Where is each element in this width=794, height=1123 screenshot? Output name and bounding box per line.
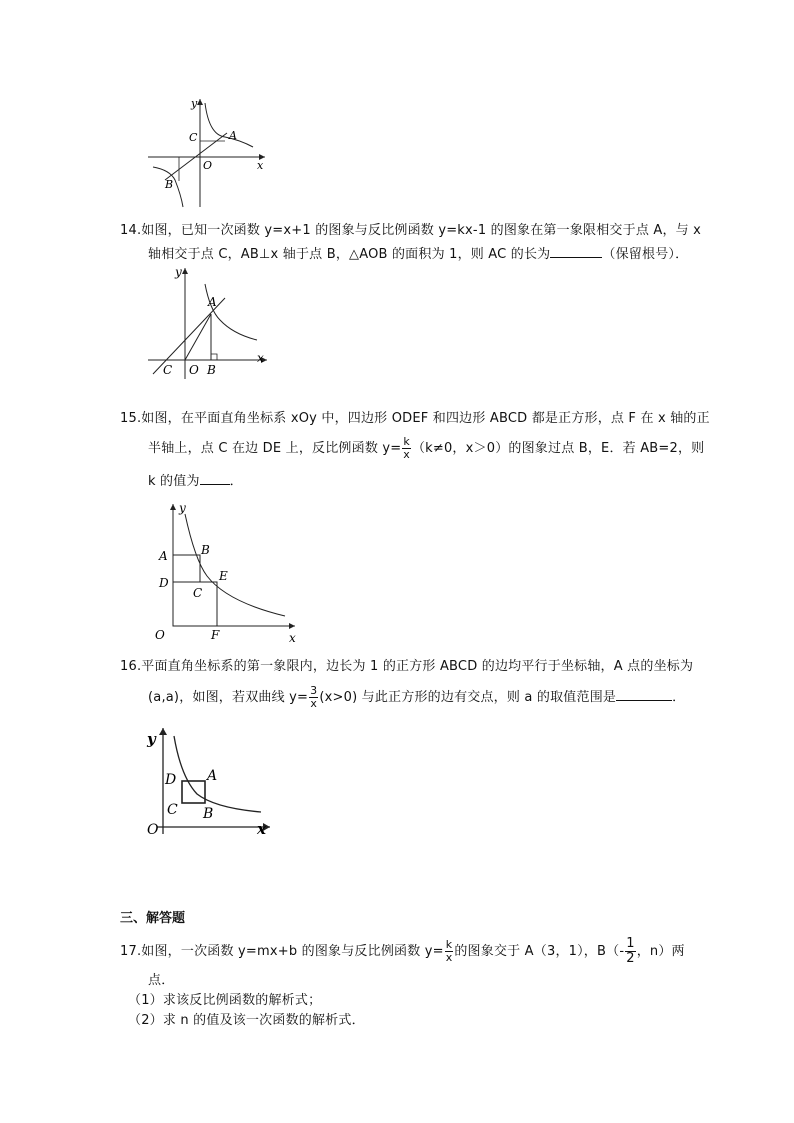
fig15-label-c: C [193,586,203,600]
q14-number: 14. [120,223,142,238]
fig13-label-b: B [165,178,174,191]
q17-frac2-num: 1 [626,936,635,951]
q16-text-2a: (a,a)，如图，若双曲线 y= [148,690,309,705]
q14-text-2a: 轴相交于点 C，AB⊥x 轴于点 B，△AOB 的面积为 1，则 AC 的长为 [148,247,551,262]
q14-line1 [120,222,701,240]
fig14-label-c: C [163,363,173,377]
figure-q14 [145,262,275,382]
fig15-label-b: B [201,543,210,557]
q16-line2 [148,685,685,711]
q15-frac-num: k [403,435,410,448]
fig15-label-o: O [155,628,165,642]
fig16-label-b: B [203,806,214,822]
q17-fraction-k-x [445,939,454,964]
fig15-label-f: F [211,628,220,642]
fig13-label-y: y [191,97,198,110]
q17-sub1: （1）求该反比例函数的解析式； [128,993,322,1008]
q17-frac2-den: 2 [626,951,635,966]
fig13-label-o: O [203,159,213,172]
q16-answer-blank[interactable] [616,688,672,701]
fig16-label-y: y [147,730,156,748]
fig16-label-x: x [257,820,266,838]
q15-text-2a: 半轴上，点 C 在边 DE 上，反比例函数 y= [148,441,402,456]
q15-line3 [148,472,243,491]
fig13-label-c: C [189,131,198,144]
q17-sub2: （2）求 n 的值及该一次函数的解析式． [128,1013,365,1028]
fig14-label-o: O [189,363,199,377]
q17-number: 17. [120,944,142,959]
figure-q13 [145,95,270,210]
q15-frac-den: x [403,448,410,461]
fig14-label-b: B [207,363,216,377]
q15-text-1: 如图，在平面直角坐标系 xOy 中，四边形 ODEF 和四边形 ABCD 都是正方形，点 F 在 x 轴的正 [141,411,710,426]
q15-fraction [402,436,411,461]
fig13-label-x: x [257,159,264,172]
q16-text-2c: ． [672,690,686,705]
q16-fraction [309,685,318,710]
q17-frac-num: k [445,938,453,951]
q16-number: 16. [120,659,142,674]
fig15-label-y: y [179,501,186,515]
q15-text-2b: （k≠0，x＞0）的图象过点 B，E．若 AB=2，则 [411,441,705,456]
q17-line2: 点． [148,973,175,988]
q16-line1 [120,658,693,676]
fig16-label-d: D [165,772,177,788]
q14-text-2b: （保留根号）． [602,247,689,262]
figure-q16 [145,722,275,840]
q17-line1 [120,937,685,966]
q14-text-1: 如图，已知一次函数 y=x+1 的图象与反比例函数 y=kx-1 的图象在第一象限相交于点 A，与 x [141,223,702,238]
q15-line1 [120,410,710,428]
q15-answer-blank[interactable] [200,472,230,485]
fig15-label-d: D [159,576,169,590]
q17-text-1b: 的图象交于 A（3，1），B（- [454,944,625,959]
fig14-label-a: A [208,295,217,309]
fig16-label-a: A [207,768,218,784]
q14-answer-blank[interactable] [550,245,602,258]
q15-number: 15. [120,411,142,426]
q16-text-2b: (x>0) 与此正方形的边有交点，则 a 的取值范围是 [319,690,617,705]
fig16-label-o: O [147,822,159,838]
fig14-label-x: x [257,351,264,365]
q16-frac-den: x [310,697,318,710]
q17-text-1a: 如图，一次函数 y=mx+b 的图象与反比例函数 y= [141,944,444,959]
fig16-label-c: C [167,802,178,818]
fig15-label-a: A [159,549,168,563]
q15-text-3b: ． [229,474,243,489]
q17-text-1c: ，n）两 [636,944,685,959]
fig15-label-e: E [219,569,228,583]
fig13-label-a: A [229,129,237,142]
figure-q15 [145,498,305,648]
section-title: 三、解答题 [120,911,186,926]
fig14-label-y: y [175,265,182,279]
q16-text-1: 平面直角坐标系的第一象限内，边长为 1 的正方形 ABCD 的边均平行于坐标轴，A 点的坐标为 [141,659,694,674]
q17-fraction-one-half [625,937,635,966]
q17-frac-den: x [445,951,453,964]
q16-frac-num: 3 [310,684,318,697]
q15-line2 [148,436,704,462]
q15-text-3a: k 的值为 [148,474,200,489]
fig15-label-x: x [289,631,296,645]
